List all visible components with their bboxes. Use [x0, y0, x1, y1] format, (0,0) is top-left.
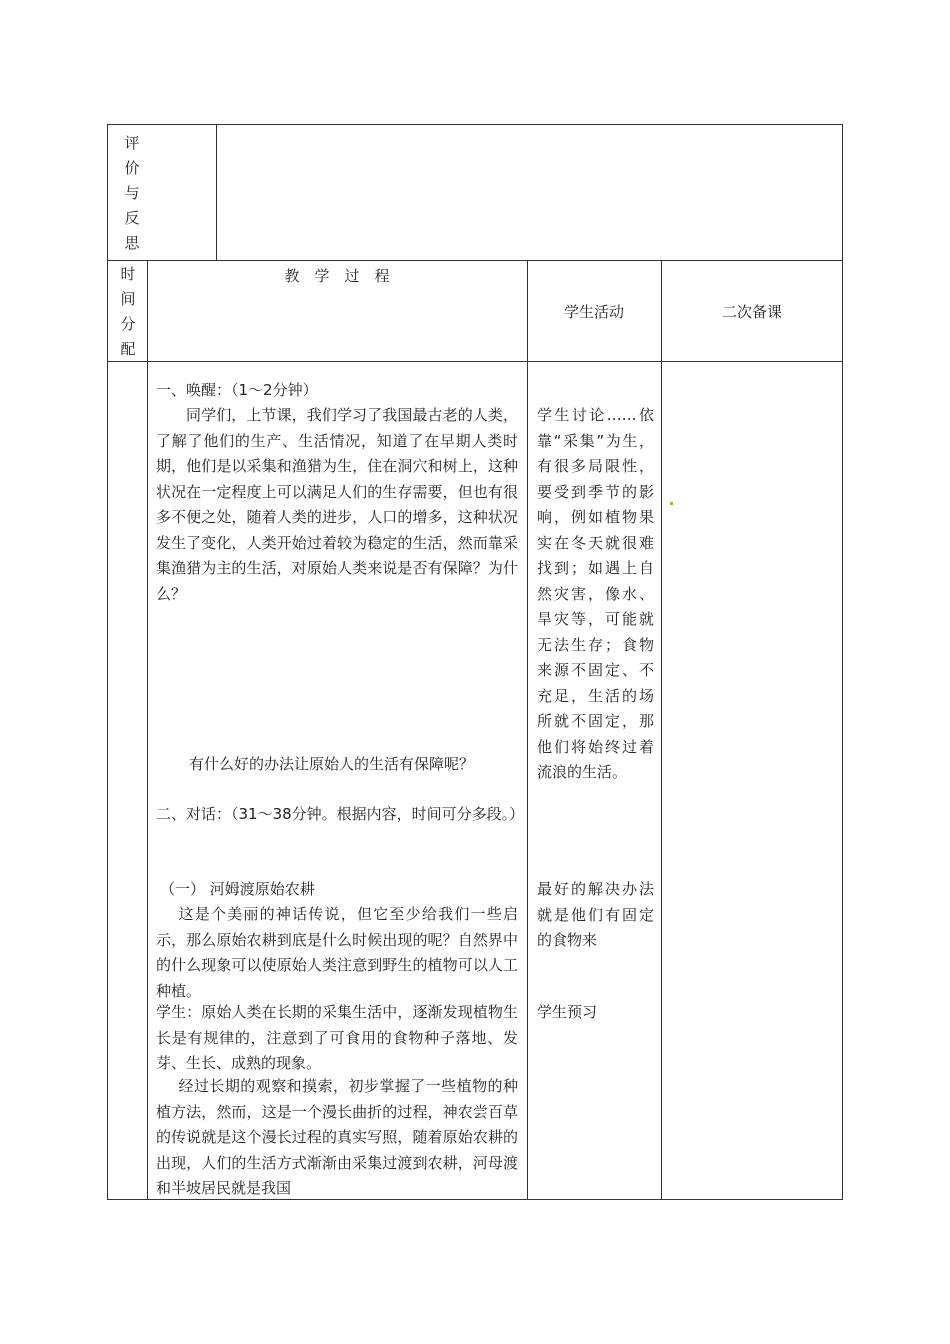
section-awaken-title: 一、唤醒：（1～2分钟）: [156, 381, 318, 399]
student-activity-discussion: 学生讨论……依靠“采集”为生，有很多局限性，要受到季节的影响，例如植物果实在冬天就很难找到；如遇上自然灾害，像水、旱灾等，可能就无法生存；食物来源不固定、不充足，生活的场所就不固定，那他们将始终过着流浪的生活。: [537, 406, 654, 781]
section-awaken-body: 同学们，上节课，我们学习了我国最古老的人类，了解了他们的生产、生活情况，知道了在早期人类时期，他们是以采集和渔猎为生，住在洞穴和树上，这种状况在一定程度上可以满足人们的生存需要，但也有很多不便之处，随着人类的进步，人口的增多，这种状况发生了变化，人类开始过着较为稳定的生活，然而靠采集渔猎为主的生活，对原始人类来说是否有保障？为什么？: [156, 406, 518, 603]
student-activity-header: 学生活动: [563, 303, 624, 321]
evaluation-label: 评 价 与 反 思: [124, 134, 140, 252]
stray-mark: [670, 502, 673, 505]
student-activity-preview: 学生预习: [537, 1003, 598, 1021]
process-column-divider: [527, 260, 528, 1200]
header-row-divider: [107, 361, 843, 362]
subsection-hemudu-paragraph-2: 经过长期的观察和摸索，初步掌握了一些植物的种植方法，然而，这是一个漫长曲折的过程，神农尝百草的传说就是这个漫长过程的真实写照，随着原始农耕的出现，人们的生活方式渐渐由采集过渡到农耕，河母渡和半坡居民就是我国: [156, 1077, 518, 1197]
teaching-process-header: 教 学 过 程: [284, 267, 390, 285]
second-preparation-header: 二次备课: [721, 303, 782, 321]
section-awaken-question: 有什么好的办法让原始人的生活有保障呢？: [189, 755, 475, 773]
time-column-divider: [147, 260, 148, 1200]
subsection-hemudu-title: （一） 河姆渡原始农耕: [160, 880, 315, 898]
section-dialogue-title: 二、对话：（31～38分钟。根据内容，时间可分多段。）: [156, 805, 525, 823]
evaluation-table: [107, 124, 843, 261]
subsection-hemudu-paragraph-1: 这是个美丽的神话传说，但它至少给我们一些启示，那么原始农耕到底是什么时候出现的呢？自然界中的什么现象可以使原始人类注意到野生的植物可以人工种植。: [156, 905, 518, 1000]
student-activity-solution: 最好的解决办法就是他们有固定的食物来: [537, 880, 654, 949]
time-allocation-label: 时 间 分 配: [120, 265, 136, 358]
student-column-divider: [661, 260, 662, 1200]
evaluation-divider: [216, 124, 217, 261]
subsection-hemudu-student-answer: 学生：原始人类在长期的采集生活中，逐渐发现植物生长是有规律的，注意到了可食用的食物种子落地、发芽、生长、成熟的现象。: [156, 1003, 518, 1072]
